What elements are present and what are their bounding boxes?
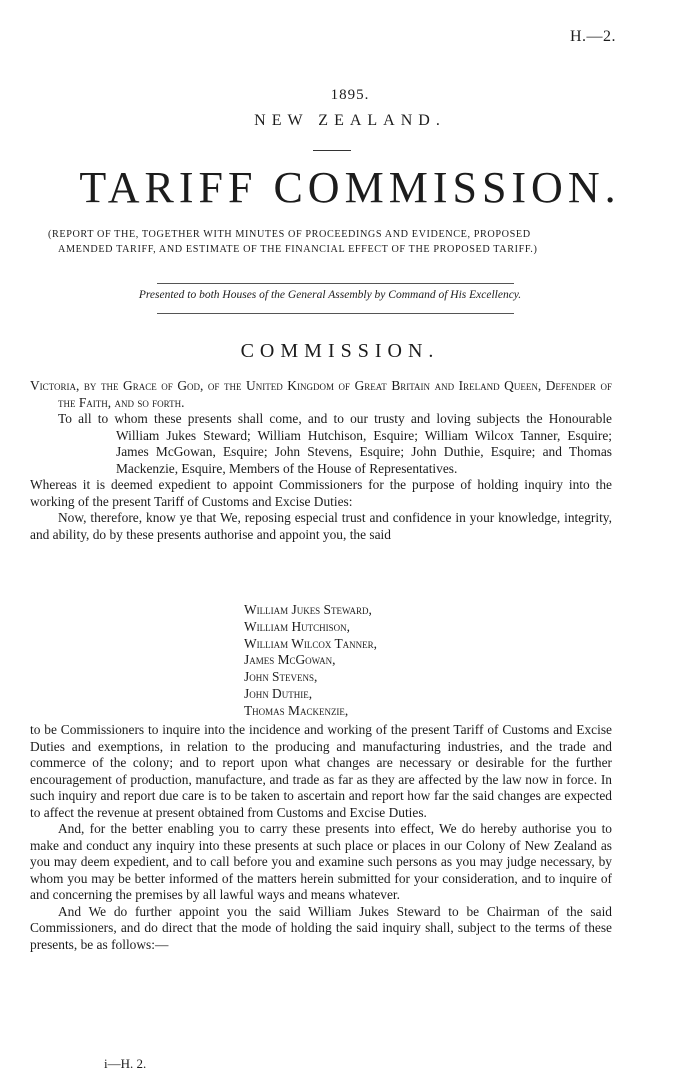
commissioner-name: William Jukes Steward, [244,602,372,617]
to-all-paragraph: To all to whom these presents shall come, and to our trusty and loving subjects the Honourable William Jukes Steward; William Hutchison, Esquire; William Wilcox Tanner, Esquire; James McGowan, Esquire; John Stevens, Esquire; John Duthie, Esquire; and Thomas Mackenzie, Esquire, Members of the House of Representatives. [58,411,612,476]
victoria-paragraph: Victoria, by the Grace of God, of the United Kingdom of Great Britain and Ireland Queen, Defender of the Faith, and so forth. [30,378,612,410]
document-subtitle [48,227,628,257]
commission-text-upper [30,378,612,543]
commissioner-name: William Hutchison, [244,618,350,634]
and-for-paragraph: And, for the better enabling you to carry these presents into effect, We do hereby authorise you to make and conduct any inquiry into these presents at such place or places in our Colony of New Zealand as you may deem expedient, and to call before you and examine such persons as you may judge necessary, by whom you may be better informed of the matters herein submitted for your consideration, and to inquire of and concerning the premises by all lawful ways and means whatever. [30,821,612,902]
and-we-paragraph: And We do further appoint you the said William Jukes Steward to be Chairman of the said Commissioners, and do direct that the mode of holding the said inquiry shall, subject to the terms of these presents, be as follows:— [30,903,612,952]
presented-note: Presented to both Houses of the General Assembly by Command of His Excellency. [138,289,522,301]
commission-text-lower [30,722,612,953]
subtitle-line-2: AMENDED TARIFF, AND ESTIMATE OF THE FINANCIAL EFFECT OF THE PROPOSED TARIFF.) [58,244,538,255]
commissioner-name: John Stevens, [244,669,318,685]
page-reference: H.—2. [569,28,616,45]
document-title: TARIFF COMMISSION. [79,163,621,212]
commissioner-name: William Wilcox Tanner, [244,635,378,651]
now-therefore-paragraph: Now, therefore, know ye that We, reposing especial trust and confidence in your knowledge, integrity, and ability, do by these presents authorise and appoint you, the said [30,510,612,542]
commissioner-name: John Duthie, [244,685,313,701]
subtitle-line-1: (REPORT OF THE, TOGETHER WITH MINUTES OF PROCEEDINGS AND EVIDENCE, PROPOSED [48,229,531,240]
commissioner-name: Thomas Mackenzie, [244,702,349,718]
year: 1895. [330,87,370,103]
commission-heading: COMMISSION. [240,340,440,362]
country-name: NEW ZEALAND. [254,112,446,129]
commissioner-name: James McGowan, [244,652,336,668]
whereas-paragraph: Whereas it is deemed expedient to appoint Commissioners for the purpose of holding inquiry into the working of the present Tariff of Customs and Excise Duties: [30,477,612,509]
short-divider [313,150,351,151]
to-be-paragraph: to be Commissioners to inquire into the incidence and working of the present Tariff of Customs and Excise Duties and exemptions, in relation to the producing and manufacturing industries, and the trade and commerce of the colony; and to report upon what changes are necessary or desirable for the further encouragement of production, manufacture, and trade as far as they are affected by the law now in force. In such inquiry and report due care is to be taken to ascertain and report how far the said changes are expected to affect the revenue at present obtained from Customs and Excise Duties. [30,722,612,820]
divider-bottom [157,313,514,314]
commissioner-list [244,602,377,720]
sheet-mark: i—H. 2. [104,1056,147,1071]
divider-top [157,283,514,284]
